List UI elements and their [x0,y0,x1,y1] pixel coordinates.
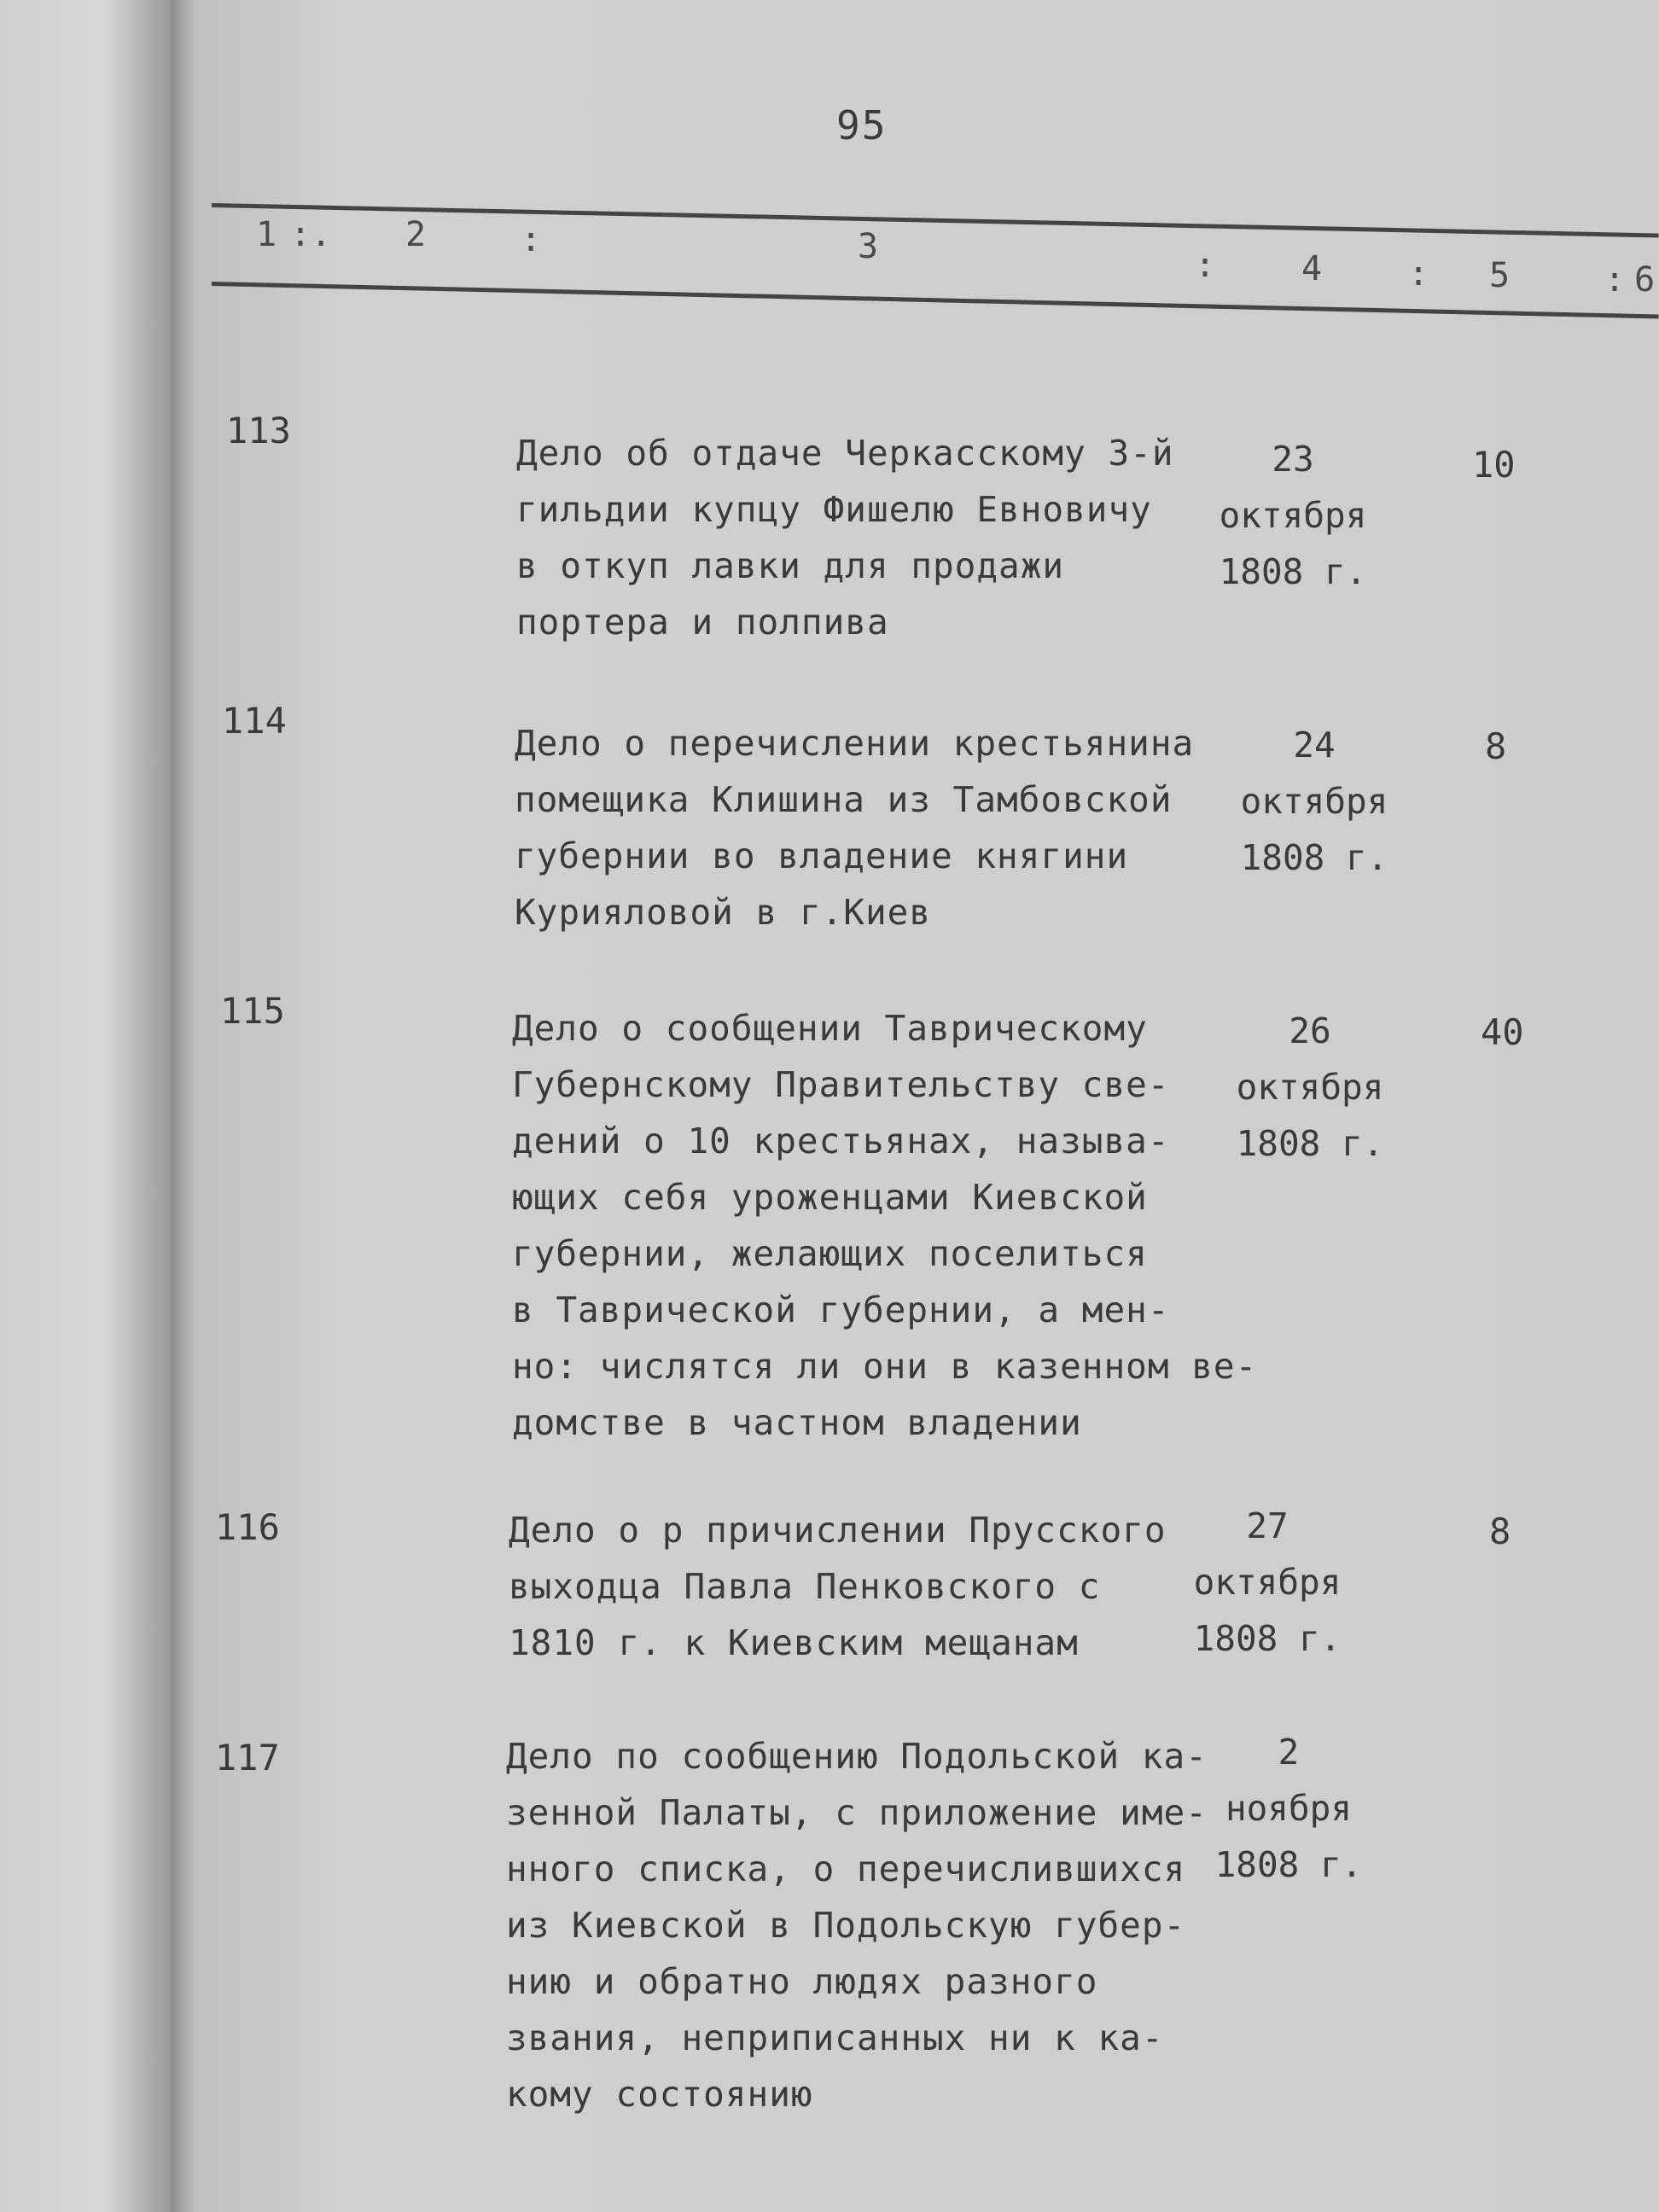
entry-date: 2 ноября 1808 г. [1214,1732,1363,1885]
column-separator: : [1604,260,1626,300]
entry-number: 113 [226,410,291,451]
entry-number: 117 [215,1737,280,1778]
column-header-4: 4 [1301,249,1323,288]
entry-title: Дело о сообщении Таврическому Губернскому Правительству све- дений о 10 крестьянах, называ- ющих себя уроженцами Киевской губернии, желающих поселиться в Таврической губернии, а мен- но: числятся ли они в казенном ве- домстве в частном владении [512,1008,1258,1443]
entry-sheet-count: 8 [1489,1511,1511,1552]
column-header-5: 5 [1489,256,1511,295]
entry-date: 26 октября 1808 г. [1236,1010,1384,1164]
column-separator: :. [290,215,332,254]
entry-date: 24 октября 1808 г. [1240,725,1388,878]
entry-sheet-count: 40 [1481,1011,1524,1053]
column-header-3: 3 [858,227,879,266]
entry-title: Дело о р причислении Прусского выходца Павла Пенковского с 1810 г. к Киевским мещанам [509,1510,1167,1663]
column-header-6: 6 [1634,260,1656,300]
column-separator: : [1408,254,1429,294]
entry-title: Дело по сообщению Подольской ка- зенной Палаты, с приложение име- нного списка, о перечислившихся из Киевской в Подольскую губер- нию и обратно людях разного звания, неприписанных ни к ка- кому состоянию [506,1736,1208,2115]
entry-number: 116 [215,1506,280,1548]
entry-sheet-count: 10 [1472,444,1516,486]
column-header-1: 1 [256,215,277,254]
page-number: 95 [836,102,888,148]
entry-date: 27 октября 1808 г. [1193,1505,1342,1659]
column-separator: : [1195,246,1216,285]
entry-title: Дело об отдаче Черкасскому 3-й гильдии купцу Фишелю Евновичу в откуп лавки для продажи портера и полпива [516,433,1174,643]
entry-title: Дело о перечислении крестьянина помещика Клишина из Тамбовской губернии во владение княгини Курияловой в г.Киев [515,723,1195,933]
entry-number: 115 [220,990,285,1032]
column-separator: : [521,220,542,259]
column-header-2: 2 [405,215,427,254]
entry-date: 23 октября 1808 г. [1219,439,1367,592]
entry-sheet-count: 8 [1485,725,1507,767]
binding-spine [0,0,171,2212]
entry-number: 114 [222,700,287,742]
